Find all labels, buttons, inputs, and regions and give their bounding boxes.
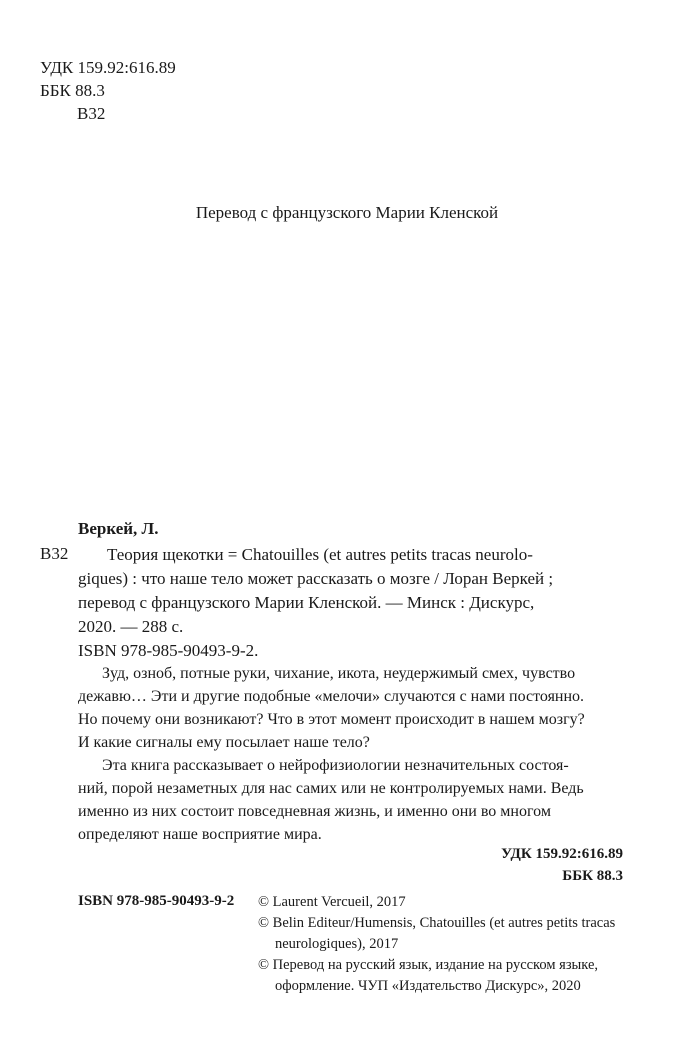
abstract-line: Эта книга рассказывает о нейрофизиологии незначительных состоя- (102, 757, 569, 774)
entry-author: Веркей, Л. (78, 519, 159, 538)
copyright-block (258, 892, 615, 997)
abstract-line: Но почему они возникают? Что в этот момент происходит в нашем мозгу? (78, 711, 585, 728)
biblio-line: перевод с французского Марии Кленской. — Минск : Дискурс, (78, 593, 535, 612)
entry-code: В32 (40, 544, 69, 563)
bottom-codes (501, 843, 623, 887)
copyright-line: © Laurent Vercueil, 2017 (258, 894, 406, 910)
abstract-line: Зуд, озноб, потные руки, чихание, икота, неудержимый смех, чувство (102, 665, 576, 682)
copyright-line: © Belin Editeur/Humensis, Chatouilles (et autres petits tracas (258, 915, 616, 931)
biblio-line: Теория щекотки = Chatouilles (et autres petits tracas neurolo- (107, 545, 533, 564)
abstract-line: определяют наше восприятие мира. (78, 826, 322, 843)
bbk-code: ББК 88.3 (40, 81, 105, 100)
bottom-udk: УДК 159.92:616.89 (501, 846, 623, 862)
top-codes (40, 56, 176, 125)
copyright-line: © Перевод на русский язык, издание на русском языке, (258, 957, 599, 973)
bottom-bbk: ББК 88.3 (562, 868, 623, 884)
udk-code: УДК 159.92:616.89 (40, 58, 176, 77)
copyright-line: оформление. ЧУП «Издательство Дискурс», 2020 (275, 978, 581, 994)
copyright-line: neurologiques), 2017 (275, 936, 399, 952)
abstract (78, 662, 638, 846)
bibliographic-entry (78, 543, 658, 663)
abstract-line: дежавю… Эти и другие подобные «мелочи» случаются с нами постоянно. (78, 688, 585, 705)
isbn: ISBN 978-985-90493-9-2 (78, 893, 235, 909)
biblio-isbn: ISBN 978-985-90493-9-2. (78, 641, 259, 660)
translator-line: Перевод с французского Марии Кленской (195, 203, 499, 222)
biblio-line: 2020. — 288 с. (78, 617, 184, 636)
abstract-line: именно из них состоит повседневная жизнь, и именно они во многом (78, 803, 551, 820)
abstract-line: ний, порой незаметных для нас самих или не контролируемых нами. Ведь (78, 780, 584, 797)
abstract-line: И какие сигналы ему посылает наше тело? (78, 734, 370, 751)
author-mark-code: В32 (77, 104, 106, 123)
biblio-line: giques) : что наше тело может рассказать о мозге / Лоран Веркей ; (78, 569, 554, 588)
